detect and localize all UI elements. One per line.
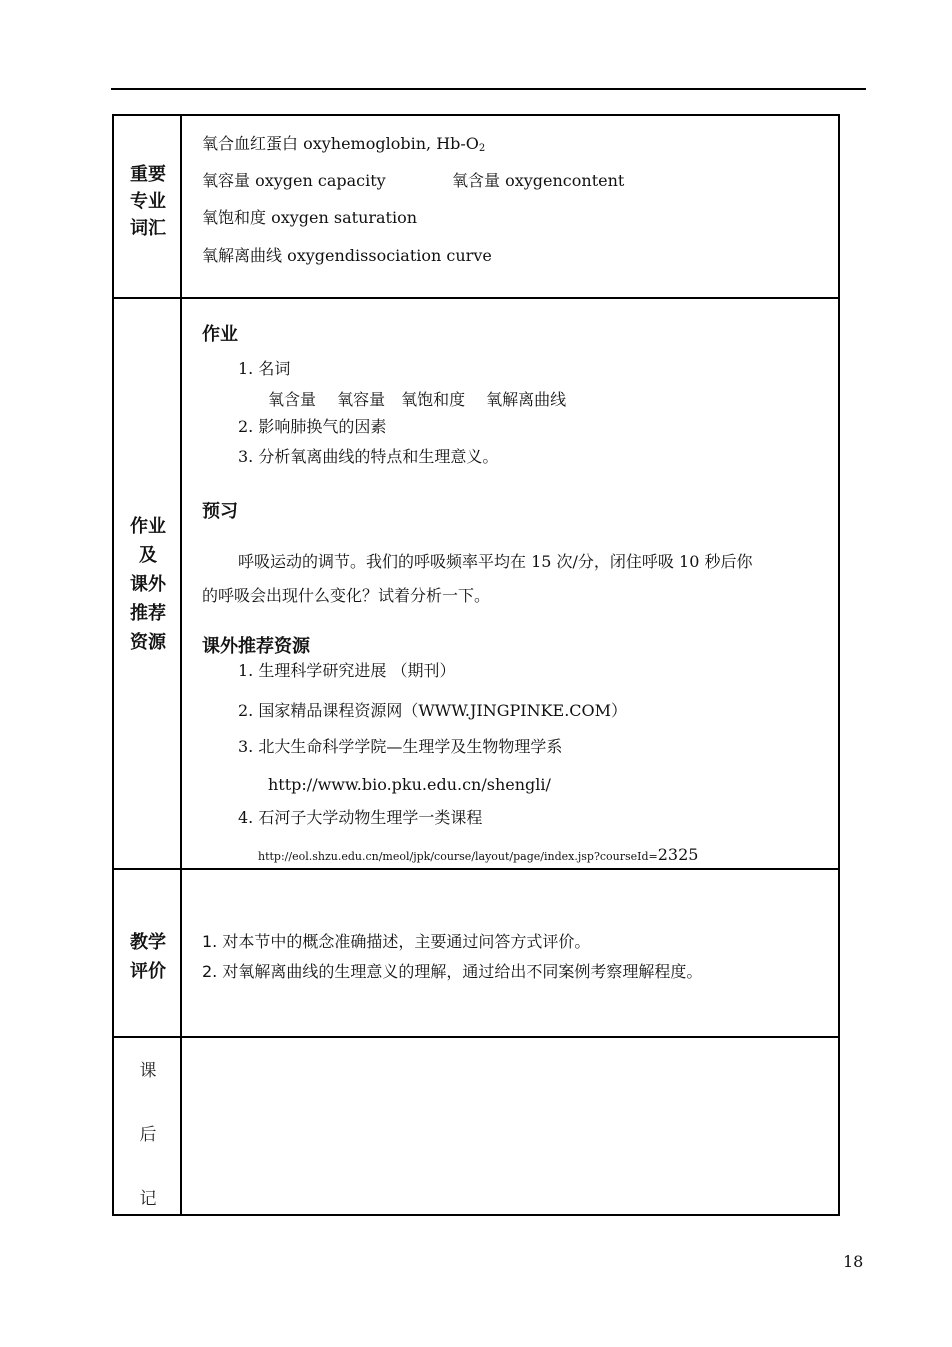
preview-text-line-1: 呼吸运动的调节。我们的呼吸频率平均在 15 次/分，闭住呼吸 10 秒后你 <box>238 552 753 571</box>
homework-item-2: 2. 影响肺换气的因素 <box>238 417 387 436</box>
afterclass-content <box>182 1038 838 1216</box>
preview-text-line-2: 的呼吸会出现什么变化？试着分析一下。 <box>202 586 491 605</box>
afterclass-label-1: 课 <box>139 1061 157 1081</box>
homework-label-cell <box>114 299 182 868</box>
lesson-table <box>112 114 840 1216</box>
homework-item-1-terms: 氧含量 氧容量 氧饱和度 氧解离曲线 <box>268 390 567 409</box>
afterclass-label-3: 记 <box>139 1189 157 1209</box>
resource-item-1: 1. 生理科学研究进展 （期刊） <box>238 661 456 680</box>
evaluation-content <box>182 870 838 1036</box>
vocab-content <box>182 116 838 297</box>
evaluation-item-1: 1. 对本节中的概念准确描述，主要通过问答方式评价。 <box>202 932 591 951</box>
page-number: 18 <box>843 1252 864 1271</box>
evaluation-label: 教学 评价 <box>130 932 166 982</box>
homework-item-1: 1. 名词 <box>238 359 291 378</box>
resource-item-4-url: http://eol.shzu.edu.cn/meol/jpk/course/layout/page/index.jsp?courseId=2325 <box>258 845 699 864</box>
vocab-label: 重要 专业 词汇 <box>130 164 166 239</box>
resource-item-3: 3. 北大生命科学学院—生理学及生物物理学系 <box>238 737 563 756</box>
afterclass-label-2: 后 <box>139 1125 157 1145</box>
vocab-row <box>114 116 838 297</box>
homework-content <box>182 299 838 868</box>
resource-item-2: 2. 国家精品课程资源网（WWW.JINGPINKE.COM） <box>238 701 628 720</box>
vocab-term-oxygen-content: 氧含量 oxygencontent <box>452 171 625 190</box>
afterclass-row <box>114 1036 838 1216</box>
homework-title: 作业 <box>202 324 238 345</box>
resource-item-3-url: http://www.bio.pku.edu.cn/shengli/ <box>268 775 551 794</box>
homework-row <box>114 297 838 868</box>
afterclass-label-cell <box>114 1038 182 1216</box>
vocab-term-oxyhemoglobin: 氧合血红蛋白 oxyhemoglobin, $Hb-O_2$ <box>202 134 486 154</box>
resources-title: 课外推荐资源 <box>202 636 310 657</box>
preview-title: 预习 <box>202 501 238 522</box>
evaluation-label-cell <box>114 870 182 1036</box>
resource-item-4: 4. 石河子大学动物生理学一类课程 <box>238 808 483 827</box>
evaluation-item-2: 2. 对氧解离曲线的生理意义的理解，通过给出不同案例考察理解程度。 <box>202 962 703 981</box>
vocab-term-oxygen-capacity: 氧容量 oxygen capacity <box>202 171 386 190</box>
vocab-term-dissociation-curve: 氧解离曲线 oxygendissociation curve <box>202 246 492 265</box>
vocab-label-cell <box>114 116 182 297</box>
evaluation-row <box>114 868 838 1036</box>
header-rule <box>111 88 866 90</box>
homework-item-3: 3. 分析氧离曲线的特点和生理意义。 <box>238 447 499 466</box>
vocab-term-oxygen-saturation: 氧饱和度 oxygen saturation <box>202 208 418 227</box>
homework-label: 作业 及 课外 推荐 资源 <box>130 516 166 653</box>
